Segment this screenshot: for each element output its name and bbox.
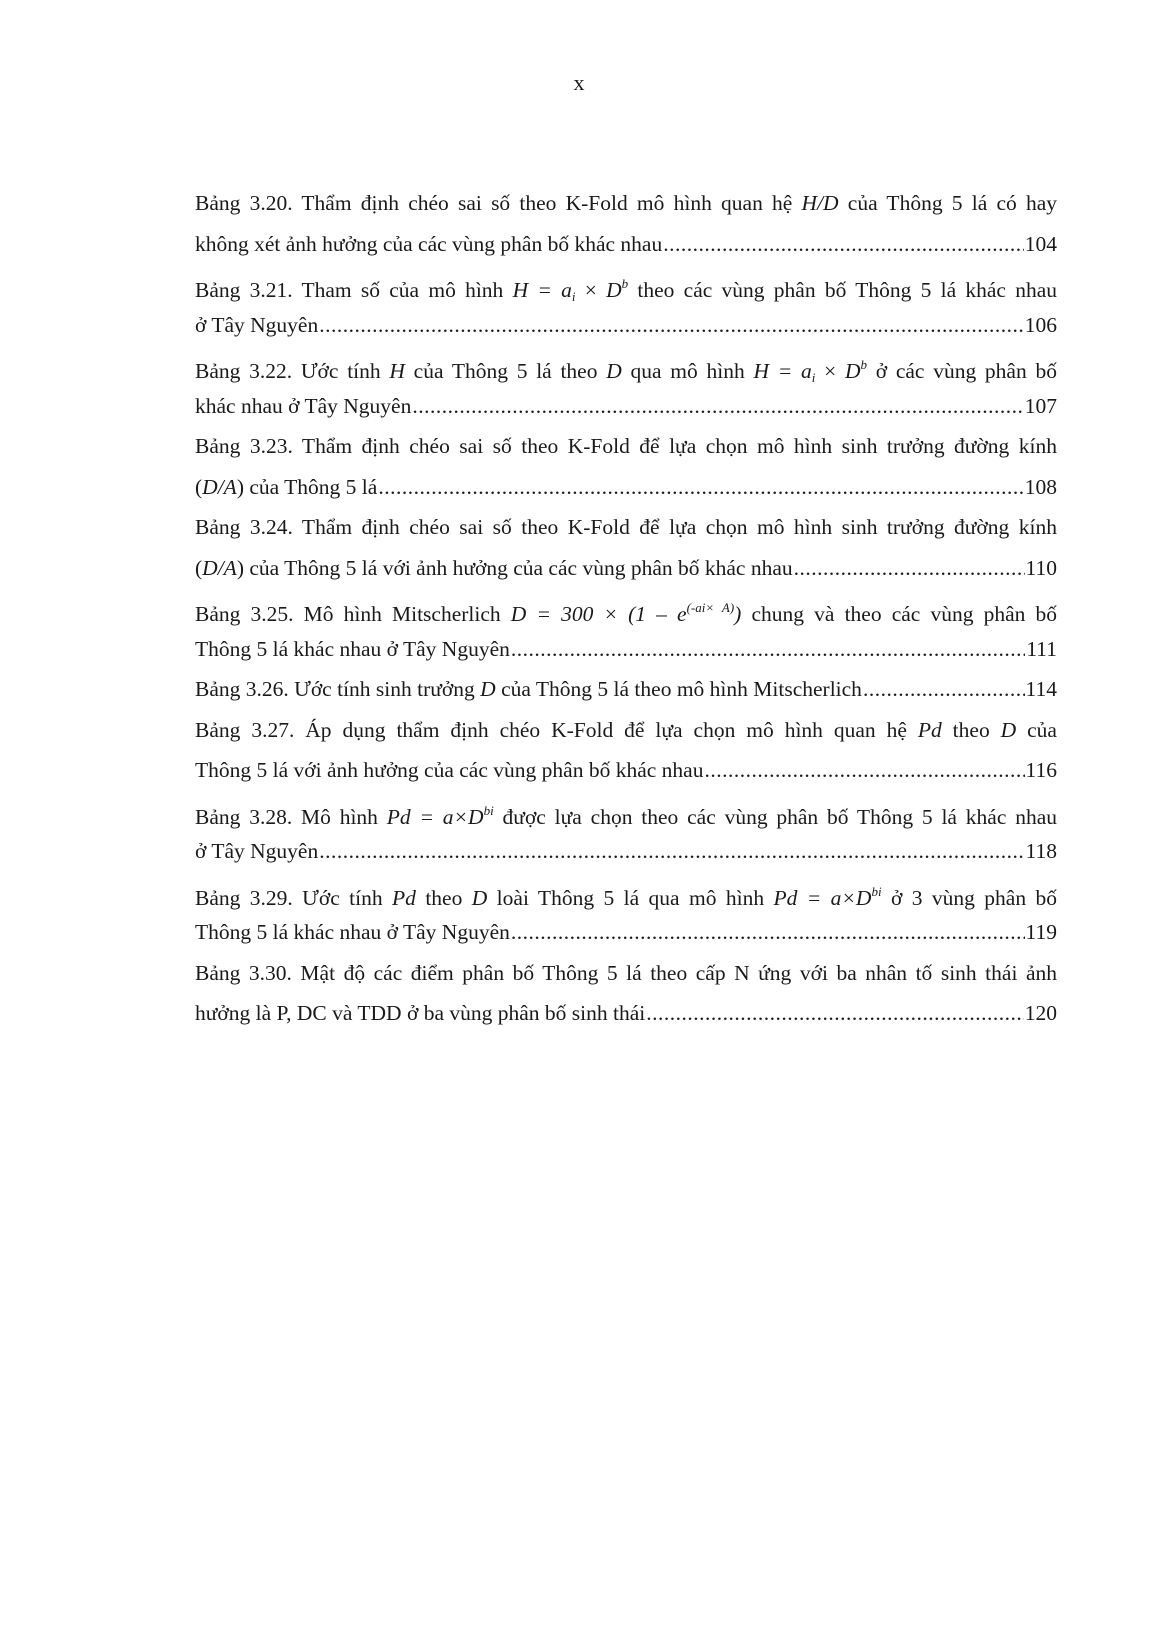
toc-entry-3-20[interactable]: [195, 188, 1057, 269]
entry-page-number: 110: [1025, 555, 1057, 580]
entry-title-line: Bảng 3.28. Mô hình $Pd = a\times D^{bi}$ được lựa chọn theo các vùng phân bố Thông 5 lá khác nhau: [195, 802, 1057, 829]
entry-title-line: Bảng 3.23. Thẩm định chéo sai số theo K-Fold để lựa chọn mô hình sinh trưởng đường kính: [195, 434, 1057, 458]
entry-title-line: Bảng 3.21. Tham số của mô hình $H = a_i \times D^b$ theo các vùng phân bố Thông 5 lá khác nhau: [195, 276, 1057, 304]
toc-entry-3-22[interactable]: [195, 350, 1057, 431]
entry-title-line: Bảng 3.27. Áp dụng thẩm định chéo K-Fold để lựa chọn mô hình quan hệ Pd theo D của: [195, 717, 1057, 742]
entry-page-number: 104: [1024, 231, 1057, 256]
toc-entry-3-27[interactable]: [195, 715, 1057, 796]
toc-entry-3-23[interactable]: [195, 431, 1057, 512]
dot-leader: [378, 472, 1023, 502]
entry-title-line: (D/A) của Thông 5 lá ..... 108: [195, 472, 1057, 513]
dot-leader: [319, 836, 1024, 866]
dot-leader: [412, 391, 1023, 421]
entry-page-number: 118: [1025, 839, 1057, 863]
dot-leader: [319, 310, 1024, 340]
dot-leader: [794, 553, 1025, 583]
table-of-contents: [195, 188, 1057, 1039]
toc-entry-3-29[interactable]: [195, 877, 1057, 958]
entry-title-line: Thông 5 lá khác nhau ở Tây Nguyên ..... 111: [195, 634, 1057, 675]
entry-page-number: 108: [1024, 474, 1057, 499]
entry-title-line: ở Tây Nguyên ..... 118: [195, 836, 1057, 877]
page-number: x: [573, 70, 585, 95]
dot-leader: [646, 998, 1024, 1028]
entry-page-number: 119: [1025, 920, 1057, 944]
entry-page-number: 120: [1024, 1001, 1057, 1025]
toc-entry-3-24[interactable]: [195, 512, 1057, 593]
dot-leader: [511, 634, 1025, 664]
dot-leader: [511, 917, 1025, 947]
entry-page-number: 106: [1024, 312, 1057, 337]
dot-leader: [704, 755, 1024, 785]
entry-title-line: Bảng 3.22. Ước tính H của Thông 5 lá theo D qua mô hình $H = a_i \times D^b$ ở các vùng phân bố: [195, 357, 1057, 385]
toc-entry-3-21[interactable]: [195, 269, 1057, 350]
dot-leader: [863, 674, 1025, 704]
entry-title-line: Bảng 3.20. Thẩm định chéo sai số theo K-Fold mô hình quan hệ H/D của Thông 5 lá có hay: [195, 191, 1057, 215]
entry-title-line: (D/A) của Thông 5 lá với ảnh hưởng của các vùng phân bố khác nhau ..... 110: [195, 553, 1057, 594]
entry-title-line: Thông 5 lá khác nhau ở Tây Nguyên ..... 119: [195, 917, 1057, 958]
toc-entry-3-30[interactable]: [195, 958, 1057, 1039]
toc-entry-3-28[interactable]: [195, 796, 1057, 877]
entry-title-line: Bảng 3.29. Ước tính Pd theo D loài Thông 5 lá qua mô hình $Pd = a\times D^{bi}$ ở 3 vùng phân bố: [195, 883, 1057, 910]
entry-title-line: Bảng 3.30. Mật độ các điểm phân bố Thông 5 lá theo cấp N ứng với ba nhân tố sinh thái ảnh: [195, 960, 1057, 985]
entry-title-line: hưởng là P, DC và TDD ở ba vùng phân bố sinh thái ..... 120: [195, 998, 1057, 1039]
toc-entry-3-25[interactable]: [195, 593, 1057, 674]
entry-title-line: Bảng 3.26. Ước tính sinh trưởng D của Thông 5 lá theo mô hình Mitscherlich ..... 114: [195, 674, 1057, 715]
entry-title-line: không xét ảnh hưởng của các vùng phân bố khác nhau ..... 104: [195, 229, 1057, 270]
dot-leader: [663, 229, 1024, 259]
entry-title-line: ở Tây Nguyên ..... 106: [195, 310, 1057, 351]
toc-entry-3-26[interactable]: [195, 674, 1057, 715]
entry-title-line: Bảng 3.25. Mô hình Mitscherlich $D = 300 \times (1 - e^{(-ai\times A)})$ chung và theo các vùng phân bố: [195, 600, 1058, 626]
entry-title-line: Bảng 3.24. Thẩm định chéo sai số theo K-Fold để lựa chọn mô hình sinh trưởng đường kính: [195, 515, 1057, 539]
entry-title-line: khác nhau ở Tây Nguyên ..... 107: [195, 391, 1057, 432]
entry-page-number: 111: [1026, 636, 1057, 661]
entry-title-line: Thông 5 lá với ảnh hưởng của các vùng phân bố khác nhau ..... 116: [195, 755, 1057, 796]
entry-page-number: 116: [1025, 758, 1057, 782]
entry-page-number: 107: [1024, 393, 1057, 418]
entry-page-number: 114: [1025, 677, 1057, 701]
